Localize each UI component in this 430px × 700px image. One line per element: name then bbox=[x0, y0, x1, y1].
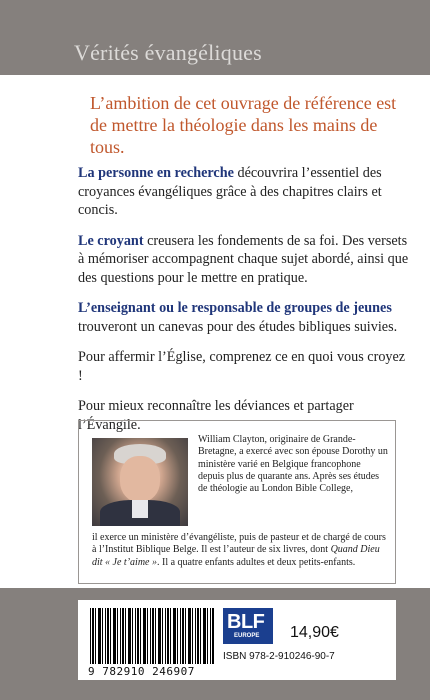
author-bio-rest: il exerce un ministère d’évangéliste, puis de pasteur et de chargé de cours à l’Institut Biblique Belge. Il est l’auteur de six livres, dont Quand Dieu dit « Je t’aime ». Il a quatre enfants adultes et deux petits-enfants. bbox=[92, 532, 386, 568]
highlight-teacher: L’enseignant ou le responsable de groupes de jeunes bbox=[78, 300, 392, 316]
lead-statement: L’ambition de cet ouvrage de référence est de mettre la théologie dans les mains de tous. bbox=[90, 93, 397, 157]
header-band bbox=[0, 0, 430, 75]
description bbox=[78, 164, 410, 446]
paragraph-seeker bbox=[78, 164, 410, 220]
price: 14,90€ bbox=[290, 624, 339, 641]
isbn: ISBN 978-2-910246-90-7 bbox=[223, 651, 335, 662]
series-title: Vérités évangéliques bbox=[74, 40, 262, 65]
paragraph-believer bbox=[78, 232, 410, 288]
highlight-seeker: La personne en recherche bbox=[78, 165, 234, 181]
barcode-number: 9 782910 246907 bbox=[88, 665, 195, 678]
text-seeker: découvrira l’essentiel des croyances évangéliques grâce à des chapitres clairs et concis. bbox=[78, 165, 382, 218]
barcode-image bbox=[90, 608, 214, 664]
publisher-logo: BLF EUROPE bbox=[223, 608, 273, 644]
author-photo bbox=[92, 438, 188, 526]
text-gospel: Pour mieux reconnaître les déviances et partager l’Évangile. bbox=[78, 398, 354, 433]
text-church: Pour affermir l’Église, comprenez ce en quoi vous croyez ! bbox=[78, 349, 406, 384]
text-teacher: trouveront un canevas pour des études bibliques suivies. bbox=[78, 318, 398, 335]
text-believer: creusera les fondements de sa foi. Des versets à mémoriser accompagnent chaque sujet abordé, ainsi que des questions pour le mettre en pratique. bbox=[78, 232, 409, 286]
paragraph-teacher bbox=[78, 299, 410, 336]
highlight-believer: Le croyant bbox=[78, 232, 144, 249]
paragraph-church bbox=[78, 348, 410, 385]
author-bio-first: William Clayton, originaire de Grande-Bretagne, a exercé avec son épouse Dorothy un ministère varié en Belgique francophone depuis plus de quarante ans. Après ses études de théologie au London Bible College, bbox=[198, 434, 388, 495]
book-title: Quand Dieu dit « Je t’aime » bbox=[92, 544, 380, 568]
